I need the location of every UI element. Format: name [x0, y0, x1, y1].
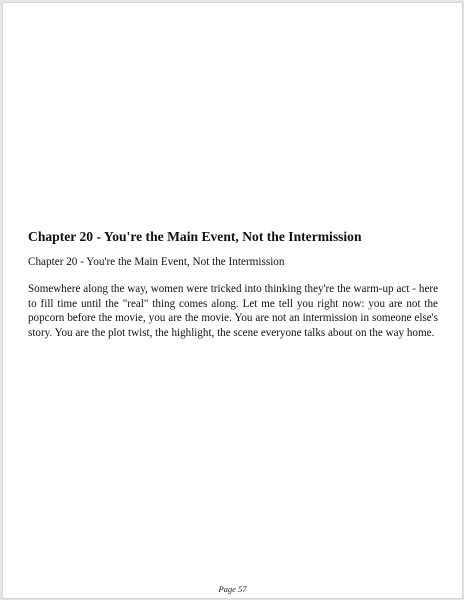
body-paragraph: Somewhere along the way, women were tricked into thinking they're the warm-up act - here to fill time until the "real" thing comes along. Let me tell you right now: you are not the popcorn before the movie, you are the movie. You are not an intermission in someone else's story. You are the plot twist, the highlight, the scene everyone talks about on the way home. [28, 283, 438, 339]
chapter-title: Chapter 20 - You're the Main Event, Not the Intermission [28, 229, 362, 244]
page-number: Page 57 [218, 584, 247, 594]
document-page [2, 2, 463, 599]
chapter-subtitle: Chapter 20 - You're the Main Event, Not the Intermission [28, 256, 285, 268]
